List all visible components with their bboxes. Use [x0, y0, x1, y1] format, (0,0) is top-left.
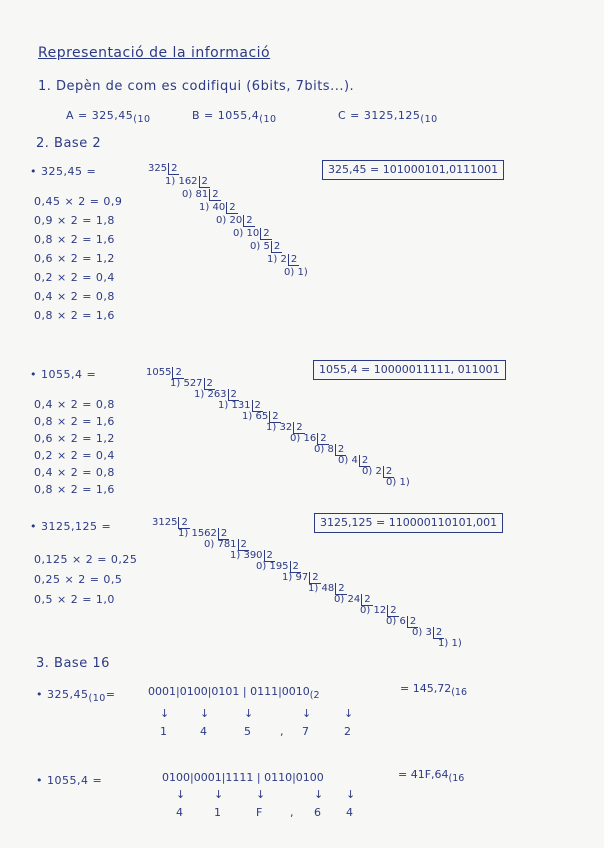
- divisor: 2: [228, 389, 239, 401]
- division-step: [165, 177, 210, 187]
- division-step: [178, 529, 229, 539]
- division-step: [386, 478, 410, 488]
- quotient: 24: [347, 594, 361, 605]
- remainder: 0): [334, 594, 348, 605]
- b-result-box: 1055,4 = 10000011111, 011001: [313, 360, 506, 380]
- hex-digit: F: [256, 806, 263, 819]
- hex-digit: 4: [200, 725, 207, 738]
- remainder: 0): [182, 189, 196, 200]
- value-a-base: (10: [133, 114, 151, 126]
- quotient: 1): [451, 638, 462, 649]
- remainder: 1): [170, 378, 184, 389]
- c-label: • 3125,125 =: [30, 520, 112, 533]
- remainder: 1): [230, 550, 244, 561]
- division-step: [199, 203, 238, 213]
- down-arrow-icon: ↓: [302, 707, 312, 720]
- remainder: 1): [242, 411, 256, 422]
- divisor: 2: [243, 215, 254, 227]
- down-arrow-icon: ↓: [160, 707, 170, 720]
- hex-a-bits: [148, 686, 320, 701]
- value-b: [192, 110, 277, 125]
- hex-b-result-base: (16: [448, 773, 465, 785]
- fraction-step: 0,8 × 2 = 1,6: [34, 233, 115, 246]
- remainder: 0): [338, 455, 352, 466]
- quotient: 81: [195, 189, 209, 200]
- division-step: [242, 412, 281, 422]
- divisor: 2: [290, 561, 301, 573]
- hex-digit: 5: [244, 725, 251, 738]
- divisor: 2: [383, 466, 394, 478]
- divisor: 2: [361, 594, 372, 606]
- down-arrow-icon: ↓: [314, 788, 324, 801]
- divisor: 2: [335, 583, 346, 595]
- remainder: 1): [194, 389, 208, 400]
- down-arrow-icon: ↓: [200, 707, 210, 720]
- c-result-box: 3125,125 = 110000110101,001: [314, 513, 503, 533]
- remainder: 0): [256, 561, 270, 572]
- divisor: 2: [317, 433, 328, 445]
- down-arrow-icon: ↓: [346, 788, 356, 801]
- quotient: 48: [321, 583, 335, 594]
- fraction-step: 0,8 × 2 = 1,6: [34, 483, 115, 496]
- hex-digit: ,: [280, 725, 284, 738]
- remainder: 1): [438, 638, 452, 649]
- divisor: 2: [288, 254, 299, 266]
- section-3-heading: 3. Base 16: [36, 656, 110, 671]
- hex-b-result: [398, 769, 464, 784]
- division-step: [152, 518, 190, 528]
- division-step: [266, 423, 305, 433]
- quotient: 65: [255, 411, 269, 422]
- quotient: 12: [373, 605, 387, 616]
- quotient: 6: [399, 616, 406, 627]
- value-c-text: C = 3125,125: [338, 109, 421, 122]
- remainder: 1): [199, 202, 213, 213]
- division-step: [412, 628, 444, 638]
- division-step: [290, 434, 329, 444]
- remainder: 0): [216, 215, 230, 226]
- remainder: 0): [386, 616, 400, 627]
- division-step: [256, 562, 301, 572]
- quotient: 1): [297, 267, 308, 278]
- hex-digit: 7: [302, 725, 309, 738]
- division-step: [284, 268, 308, 278]
- divisor: 2: [433, 627, 444, 639]
- remainder: 1): [218, 400, 232, 411]
- quotient: 5: [263, 241, 270, 252]
- fraction-step: 0,5 × 2 = 1,0: [34, 593, 115, 606]
- quotient: 781: [217, 539, 237, 550]
- hex-digit: 1: [214, 806, 221, 819]
- hex-a-label: [36, 689, 116, 704]
- divisor: 2: [209, 189, 220, 201]
- division-step: [204, 540, 249, 550]
- section-2-heading: 2. Base 2: [36, 136, 102, 151]
- divisor: 2: [335, 444, 346, 456]
- divisor: 2: [178, 517, 189, 529]
- fraction-step: 0,9 × 2 = 1,8: [34, 214, 115, 227]
- divisor: 2: [252, 400, 263, 412]
- page-title: Representació de la informació: [38, 45, 271, 61]
- b-label: • 1055,4 =: [30, 368, 97, 381]
- quotient: 527: [183, 378, 203, 389]
- section-1-heading: 1. Depèn de com es codifiqui (6bits, 7bits...).: [38, 79, 355, 94]
- value-a: [66, 110, 151, 125]
- hex-a-bits-text: 0001|0100|0101 | 0111|0010: [148, 685, 310, 698]
- down-arrow-icon: ↓: [344, 707, 354, 720]
- fraction-step: 0,4 × 2 = 0,8: [34, 398, 115, 411]
- hex-a-bits-base: (2: [309, 690, 320, 702]
- hex-a-eq: =: [105, 688, 116, 701]
- remainder: 1): [267, 254, 281, 265]
- division-step: [194, 390, 239, 400]
- division-step: [386, 617, 418, 627]
- quotient: 162: [178, 176, 198, 187]
- division-step: [308, 584, 347, 594]
- divisor: 2: [260, 228, 271, 240]
- division-step: [338, 456, 370, 466]
- remainder: 0): [386, 477, 400, 488]
- quotient: 390: [243, 550, 263, 561]
- divisor: 2: [293, 422, 304, 434]
- divisor: 2: [359, 455, 370, 467]
- fraction-step: 0,8 × 2 = 1,6: [34, 309, 115, 322]
- division-step: [146, 368, 184, 378]
- hex-digit: 1: [160, 725, 167, 738]
- divisor: 2: [309, 572, 320, 584]
- divisor: 2: [264, 550, 275, 562]
- remainder: 1): [266, 422, 280, 433]
- quotient: 2: [280, 254, 287, 265]
- remainder: 1): [165, 176, 179, 187]
- remainder: 0): [290, 433, 304, 444]
- remainder: 1): [308, 583, 322, 594]
- division-step: [267, 255, 299, 265]
- quotient: 97: [295, 572, 309, 583]
- division-step: [170, 379, 215, 389]
- divisor: 2: [269, 411, 280, 423]
- division-step: [334, 595, 373, 605]
- fraction-step: 0,6 × 2 = 1,2: [34, 252, 115, 265]
- quotient: 131: [231, 400, 251, 411]
- division-step: [360, 606, 399, 616]
- remainder: 1): [178, 528, 192, 539]
- division-step: [362, 467, 394, 477]
- quotient: 1055: [146, 367, 172, 378]
- hex-a-label-text: • 325,45: [36, 688, 89, 701]
- quotient: 8: [327, 444, 334, 455]
- hex-digit: ,: [290, 806, 294, 819]
- division-step: [250, 242, 282, 252]
- division-step: [216, 216, 255, 226]
- value-b-text: B = 1055,4: [192, 109, 260, 122]
- quotient: 1562: [191, 528, 217, 539]
- hex-b-label: • 1055,4 =: [36, 774, 103, 787]
- division-step: [438, 639, 462, 649]
- hex-b-bits: 0100|0001|1111 | 0110|0100: [162, 771, 324, 784]
- hex-digit: 4: [346, 806, 353, 819]
- quotient: 40: [212, 202, 226, 213]
- value-a-text: A = 325,45: [66, 109, 134, 122]
- hex-digit: 4: [176, 806, 183, 819]
- division-step: [233, 229, 272, 239]
- quotient: 10: [246, 228, 260, 239]
- remainder: 0): [250, 241, 264, 252]
- fraction-step: 0,4 × 2 = 0,8: [34, 466, 115, 479]
- hex-digit: 2: [344, 725, 351, 738]
- remainder: 0): [314, 444, 328, 455]
- fraction-step: 0,6 × 2 = 1,2: [34, 432, 115, 445]
- remainder: 0): [233, 228, 247, 239]
- down-arrow-icon: ↓: [176, 788, 186, 801]
- fraction-step: 0,45 × 2 = 0,9: [34, 195, 123, 208]
- down-arrow-icon: ↓: [214, 788, 224, 801]
- hex-b-result-text: = 41F,64: [398, 768, 449, 781]
- fraction-step: 0,4 × 2 = 0,8: [34, 290, 115, 303]
- remainder: 0): [412, 627, 426, 638]
- a-result-box: 325,45 = 101000101,0111001: [322, 160, 504, 180]
- division-step: [182, 190, 221, 200]
- divisor: 2: [226, 202, 237, 214]
- quotient: 263: [207, 389, 227, 400]
- hex-a-result-base: (16: [451, 687, 467, 699]
- hex-digit: 6: [314, 806, 321, 819]
- a-label: • 325,45 =: [30, 165, 97, 178]
- quotient: 325: [148, 163, 168, 174]
- division-step: [218, 401, 263, 411]
- hex-a-result-text: = 145,72: [400, 682, 452, 695]
- value-b-base: (10: [259, 114, 277, 126]
- divisor: 2: [238, 539, 249, 551]
- hex-a-base: (10: [88, 693, 106, 705]
- quotient: 195: [269, 561, 289, 572]
- quotient: 20: [229, 215, 243, 226]
- quotient: 32: [279, 422, 293, 433]
- remainder: 0): [204, 539, 218, 550]
- value-c-base: (10: [420, 114, 438, 126]
- remainder: 0): [360, 605, 374, 616]
- remainder: 0): [284, 267, 298, 278]
- down-arrow-icon: ↓: [244, 707, 254, 720]
- quotient: 1): [399, 477, 410, 488]
- divisor: 2: [204, 378, 215, 390]
- division-step: [230, 551, 275, 561]
- fraction-step: 0,2 × 2 = 0,4: [34, 449, 115, 462]
- fraction-step: 0,25 × 2 = 0,5: [34, 573, 123, 586]
- fraction-step: 0,2 × 2 = 0,4: [34, 271, 115, 284]
- remainder: 0): [362, 466, 376, 477]
- quotient: 3: [425, 627, 432, 638]
- divisor: 2: [218, 528, 229, 540]
- value-c: [338, 110, 438, 125]
- remainder: 1): [282, 572, 296, 583]
- divisor: 2: [387, 605, 398, 617]
- down-arrow-icon: ↓: [256, 788, 266, 801]
- hex-a-result: [400, 683, 467, 698]
- divisor: 2: [168, 163, 179, 175]
- quotient: 2: [375, 466, 382, 477]
- fraction-step: 0,8 × 2 = 1,6: [34, 415, 115, 428]
- divisor: 2: [199, 176, 210, 188]
- quotient: 3125: [152, 517, 178, 528]
- divisor: 2: [172, 367, 183, 379]
- division-step: [282, 573, 321, 583]
- quotient: 16: [303, 433, 317, 444]
- quotient: 4: [351, 455, 358, 466]
- division-step: [314, 445, 346, 455]
- divisor: 2: [271, 241, 282, 253]
- divisor: 2: [407, 616, 418, 628]
- fraction-step: 0,125 × 2 = 0,25: [34, 553, 138, 566]
- division-step: [148, 164, 179, 174]
